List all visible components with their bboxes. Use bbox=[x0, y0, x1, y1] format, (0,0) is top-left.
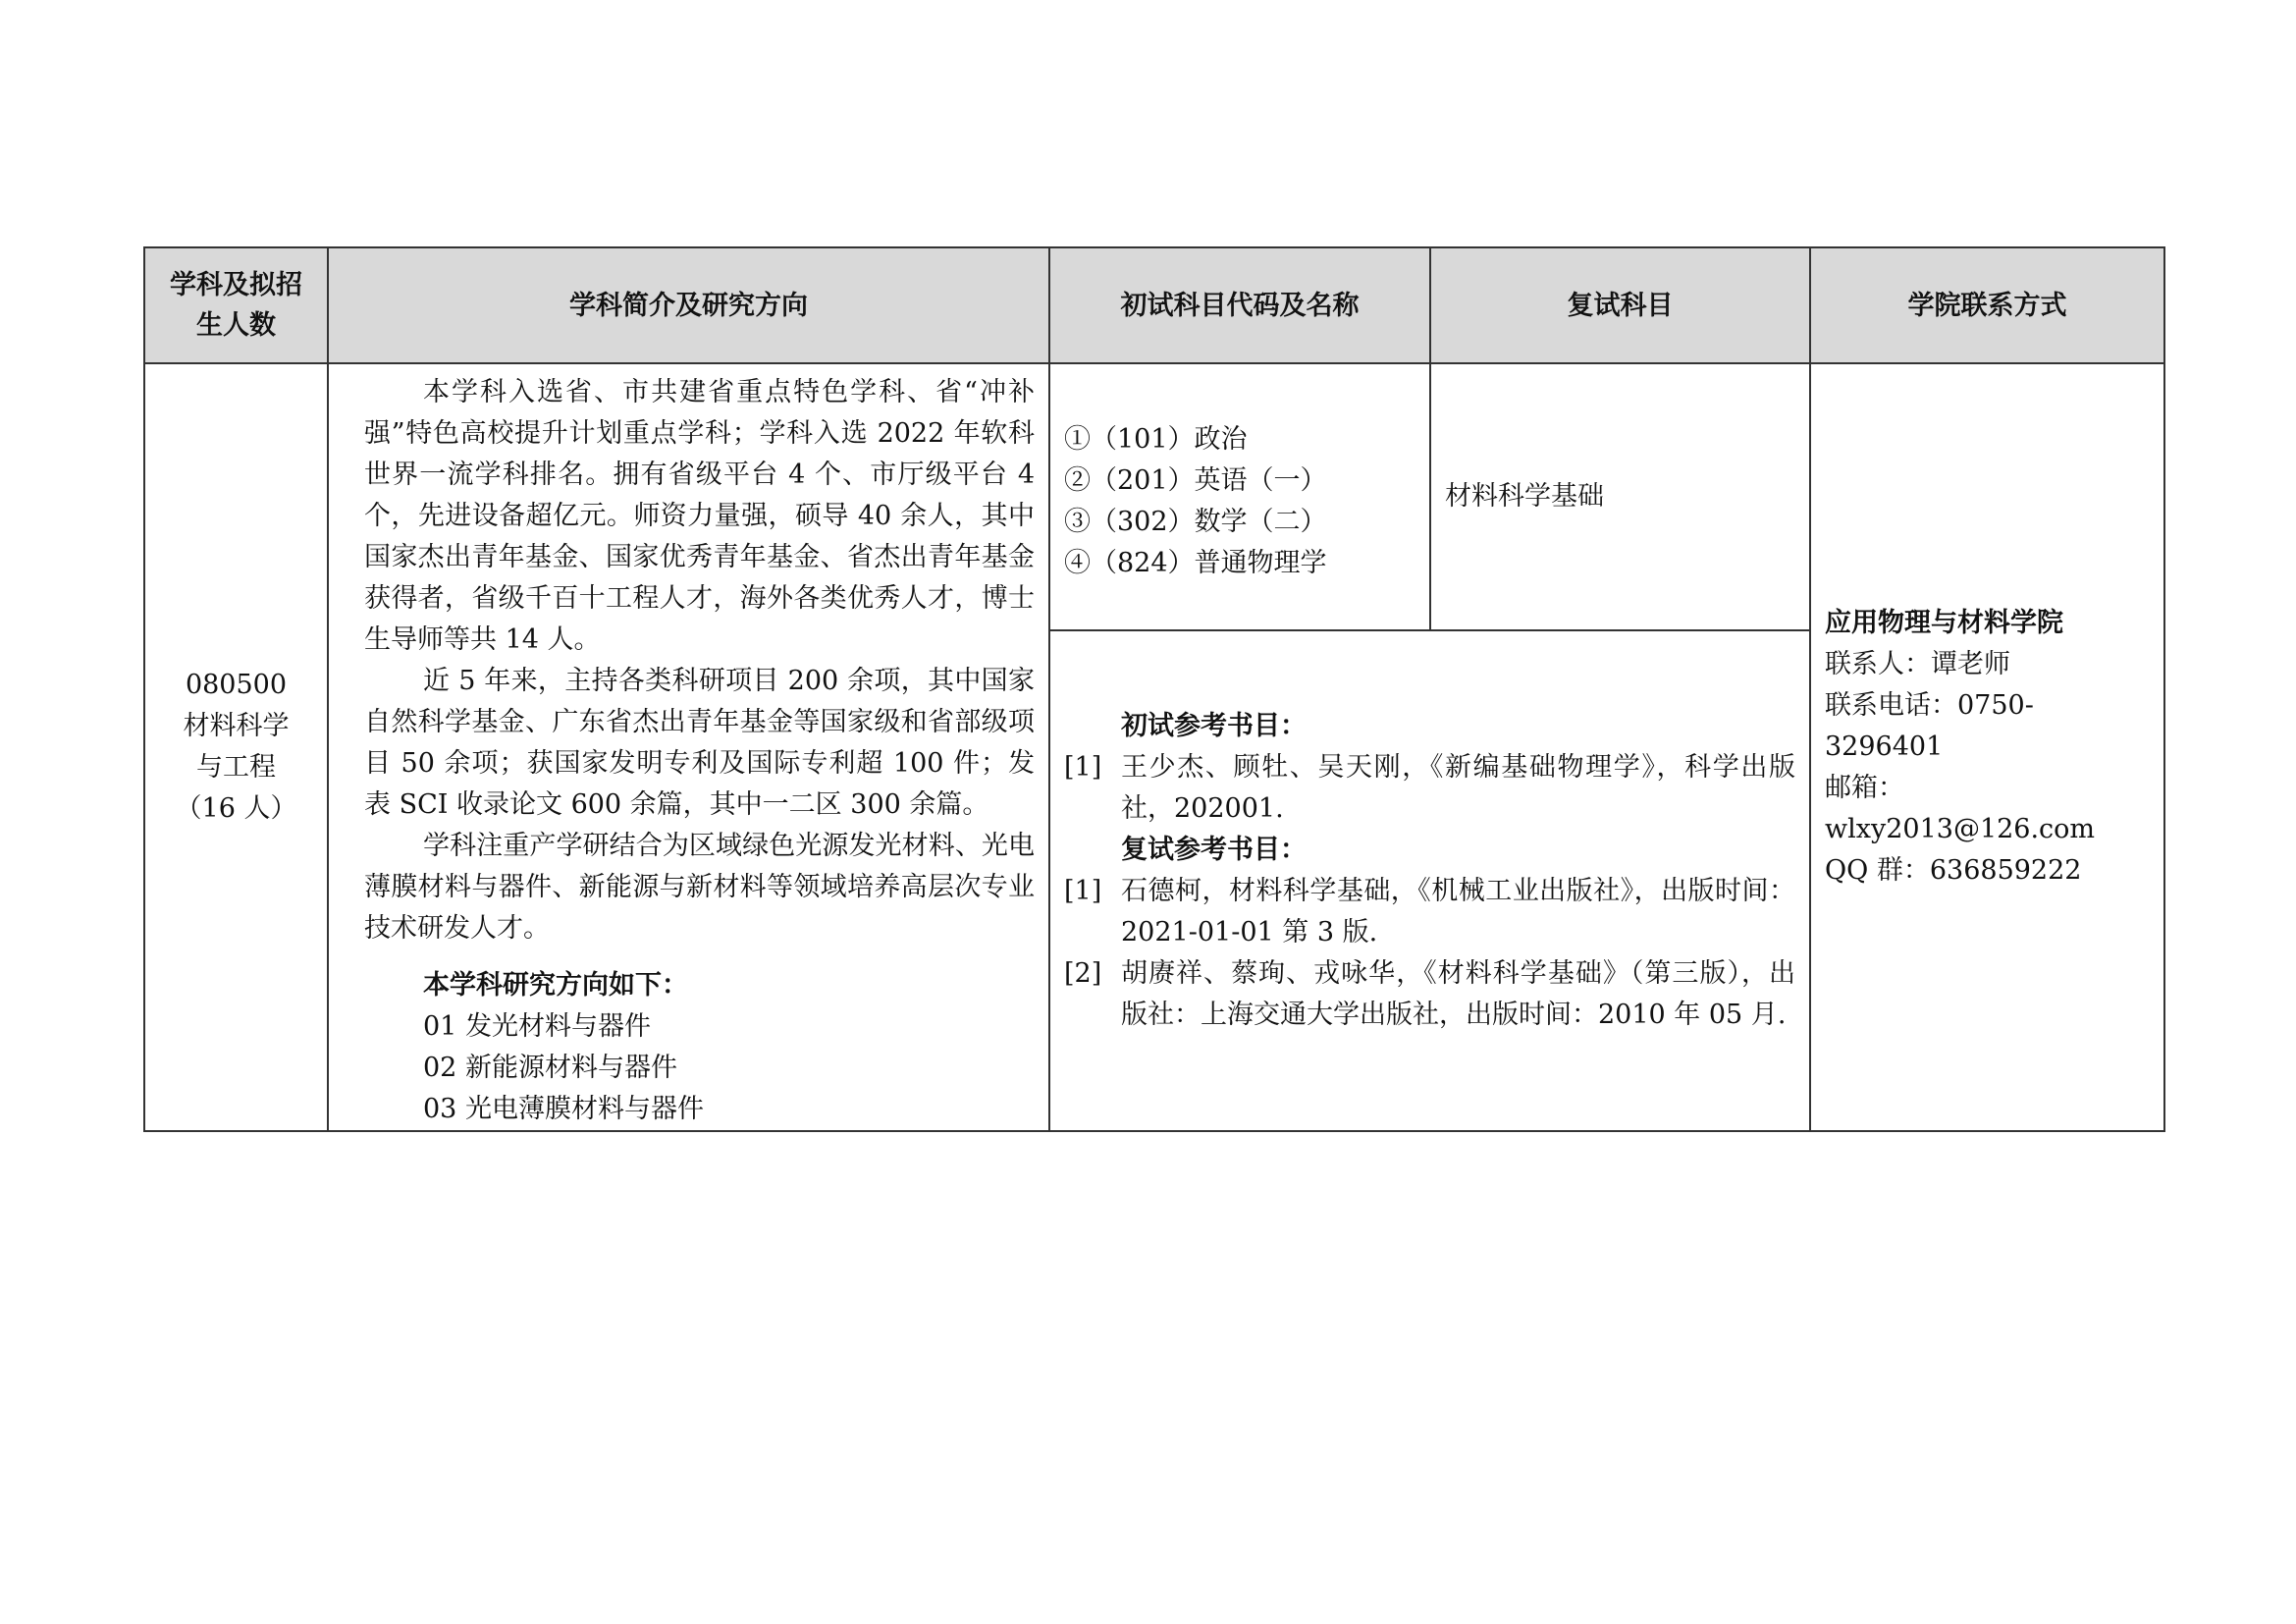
subject-name-line1: 材料科学 bbox=[183, 711, 290, 741]
direction-item: 01 发光材料与器件 bbox=[423, 1011, 651, 1042]
intro-cell bbox=[328, 363, 1049, 1131]
subject-cell bbox=[144, 363, 328, 1131]
initial-books-title: 初试参考书目： bbox=[1121, 711, 1307, 741]
retest-books-title: 复试参考书目： bbox=[1121, 835, 1307, 865]
research-directions bbox=[364, 965, 1035, 1130]
book-text: 胡赓祥、蔡珣、戎咏华，《材料科学基础》（第三版），出版社：上海交通大学出版社，出版时间：2010 年 05 月. bbox=[1121, 958, 1795, 1030]
book-number: [2] bbox=[1064, 958, 1102, 989]
direction-item: 02 新能源材料与器件 bbox=[423, 1053, 677, 1083]
intro-paragraph: 近 5 年来，主持各类科研项目 200 余项，其中国家自然科学基金、广东省杰出青年基金等国家级和省部级项目 50 余项；获国家发明专利及国际专利超 100 件；发表 SCI 收录论文 600 余篇，其中一二区 300 余篇。 bbox=[364, 666, 1035, 820]
book-number: [1] bbox=[1064, 876, 1102, 906]
book-item bbox=[1064, 953, 1795, 1036]
book-item bbox=[1064, 747, 1795, 830]
subject-name-line2: 与工程 bbox=[196, 752, 276, 783]
book-number: [1] bbox=[1064, 752, 1102, 783]
retest-cell bbox=[1430, 363, 1810, 630]
contact-email: 邮箱：wlxy2013@126.com bbox=[1825, 773, 2096, 844]
intro-paragraph: 本学科入选省、市共建省重点特色学科、省“冲补强”特色高校提升计划重点学科；学科入选 2022 年软科世界一流学科排名。拥有省级平台 4 个、市厅级平台 4 个，先进设备超亿元。师资力量强，硕导 40 余人，其中国家杰出青年基金、国家优秀青年基金、省杰出青年基金获得者，省级千百十工程人才，海外各类优秀人才，博士生导师等共 14 人。 bbox=[364, 377, 1035, 655]
contact-person: 联系人：谭老师 bbox=[1825, 649, 2010, 679]
book-text: 王少杰、顾牡、吴天刚，《新编基础物理学》，科学出版社，202001. bbox=[1121, 752, 1795, 824]
header-contact: 学院联系方式 bbox=[1810, 247, 2164, 363]
contact-qq: QQ 群：636859222 bbox=[1825, 855, 2082, 886]
exam-subject: ③（302）数学（二） bbox=[1064, 507, 1327, 537]
college-name: 应用物理与材料学院 bbox=[1825, 608, 2063, 638]
exam-subject: ④（824）普通物理学 bbox=[1064, 548, 1327, 578]
book-text: 石德柯，材料科学基础，《机械工业出版社》，出版时间：2021-01-01 第 3 版. bbox=[1121, 876, 1795, 947]
header-exam: 初试科目代码及名称 bbox=[1049, 247, 1430, 363]
directions-title: 本学科研究方向如下： bbox=[423, 970, 688, 1001]
retest-subject: 材料科学基础 bbox=[1445, 481, 1604, 512]
reference-books-cell bbox=[1049, 630, 1810, 1131]
exam-subject: ②（201）英语（一） bbox=[1064, 465, 1327, 496]
intro-paragraph: 学科注重产学研结合为区域绿色光源发光材料、光电薄膜材料与器件、新能源与新材料等领域培养高层次专业技术研发人才。 bbox=[364, 831, 1035, 944]
book-item bbox=[1064, 871, 1795, 953]
exam-subject: ①（101）政治 bbox=[1064, 424, 1248, 455]
header-subject bbox=[144, 247, 328, 363]
header-intro: 学科简介及研究方向 bbox=[328, 247, 1049, 363]
header-subject-line1: 学科及拟招 bbox=[170, 270, 302, 300]
table-row bbox=[144, 363, 2164, 630]
header-row bbox=[144, 247, 2164, 363]
contact-phone: 联系电话：0750-3296401 bbox=[1825, 690, 2034, 762]
header-subject-line2: 生人数 bbox=[196, 310, 276, 341]
exam-cell bbox=[1049, 363, 1430, 630]
contact-cell bbox=[1810, 363, 2164, 1131]
admission-table bbox=[143, 246, 2165, 1132]
subject-count: （16 人） bbox=[175, 793, 297, 824]
direction-item: 03 光电薄膜材料与器件 bbox=[423, 1094, 704, 1124]
header-retest: 复试科目 bbox=[1430, 247, 1810, 363]
subject-code: 080500 bbox=[185, 670, 288, 700]
